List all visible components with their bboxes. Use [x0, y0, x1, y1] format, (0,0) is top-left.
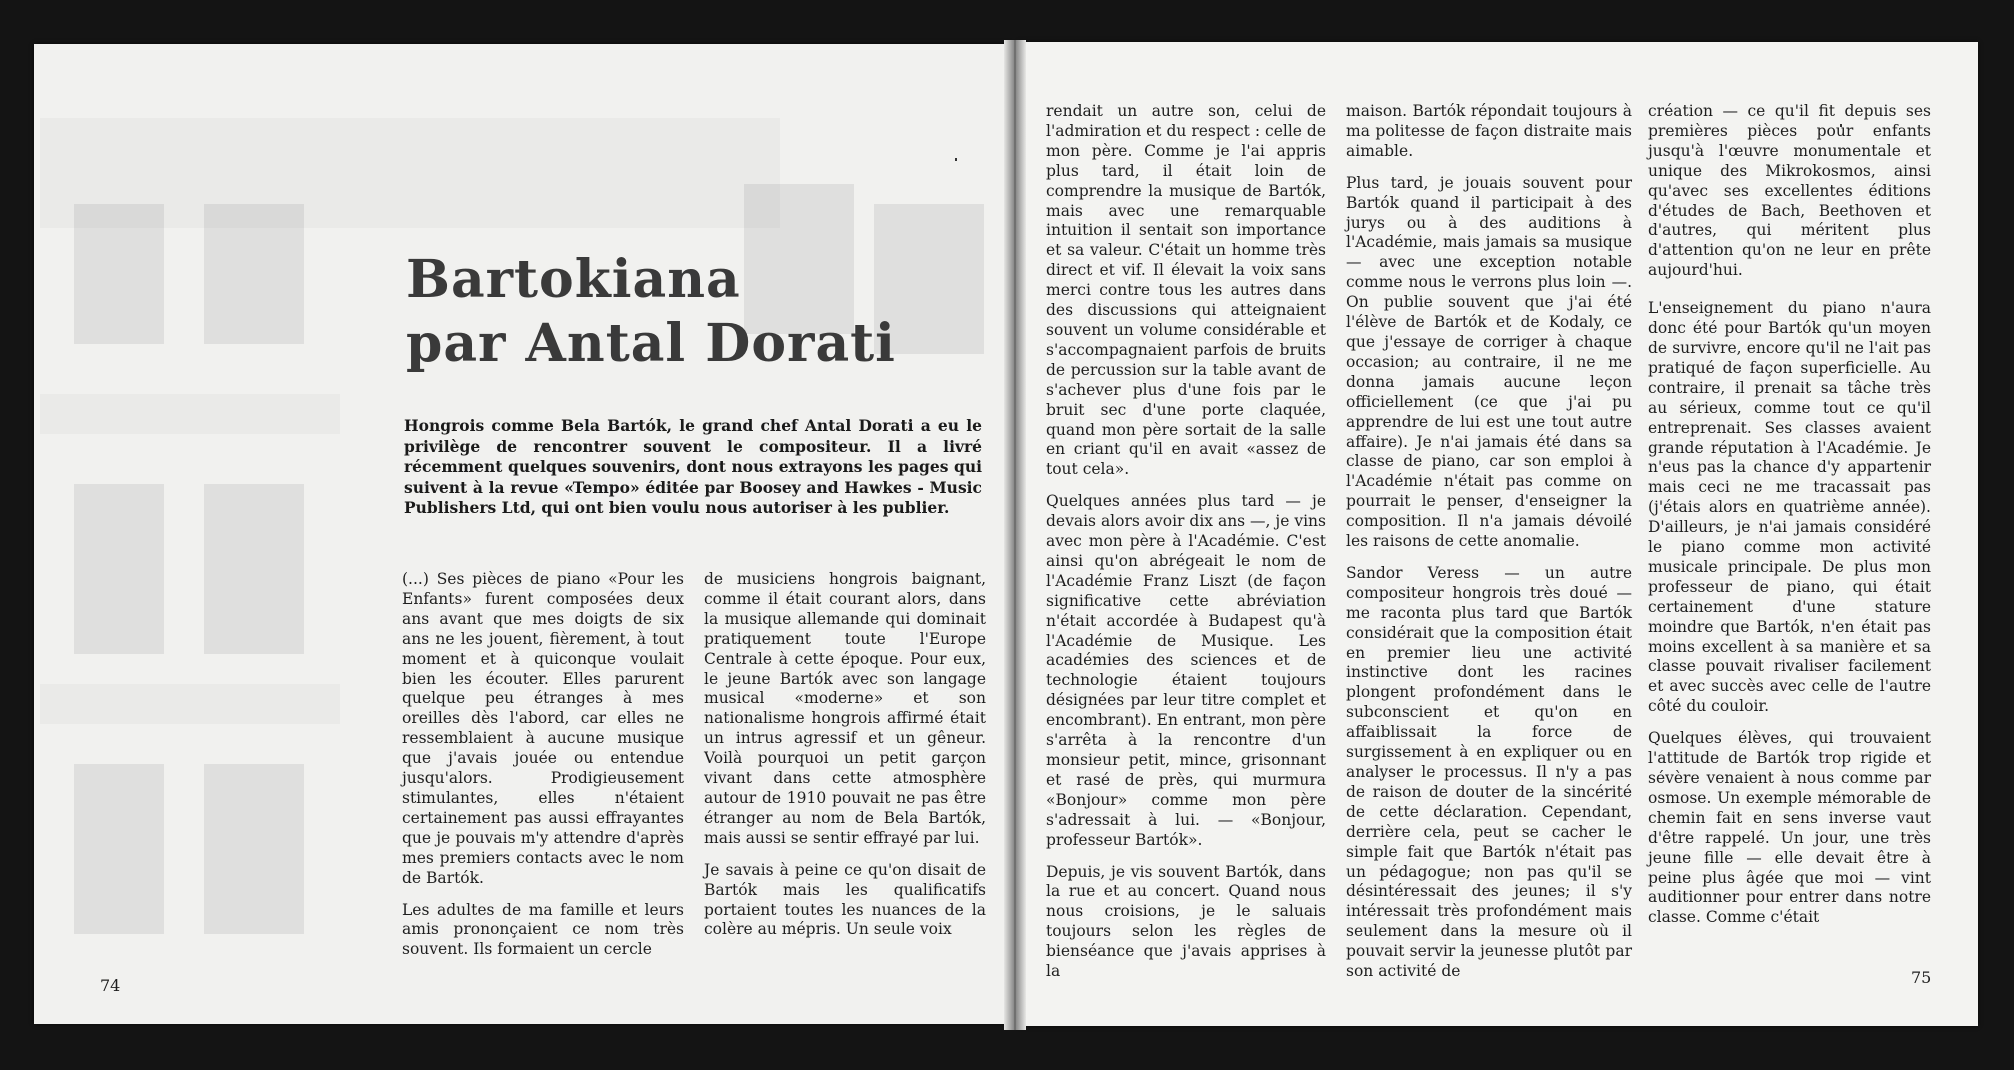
- paragraph: maison. Bartók répondait toujours à ma politesse de façon distraite mais aimable.: [1346, 102, 1632, 160]
- paragraph: création — ce qu'il fit depuis ses premières pièces pour enfants jusqu'à l'œuvre monumentale et unique des Mikrokosmos, ainsi qu'avec ses excellentes éditions d'études de Bach, Beethoven et d'autres, qui méritent plus d'attention qu'on ne leur en prête aujourd'hui.: [1648, 102, 1931, 280]
- paragraph: Quelques années plus tard — je devais alors avoir dix ans —, je vins avec mon père à l'Académie. C'est ainsi qu'on abrégeait le nom de l'Académie Franz Liszt (de façon significative cette abréviation n'était accordée à Budapest qu'à l'Académie de Musique. Les académies des sciences et de technologie étaient toujours désignées par leur titre complet et encombrant). En entrant, mon père s'arrêta à la rencontre d'un monsieur petit, mince, grisonnant et rasé de près, qui murmura «Bonjour» comme mon père s'adressait à lui. — «Bonjour, professeur Bartók».: [1046, 492, 1326, 849]
- page-number-left: 74: [100, 976, 121, 995]
- text-column-5: [1648, 102, 1931, 962]
- paragraph: Je savais à peine ce qu'on disait de Bartók mais les qualificatifs portaient toutes les nuances de la colère au mépris. Un seule voix: [704, 860, 986, 939]
- paragraph: de musiciens hongrois baignant, comme il était courant alors, dans la musique allemande qui dominait pratiquement toute l'Europe Centrale à cette époque. Pour eux, le jeune Bartók avec son langage musical «moderne» et son nationalisme hongrois affirmé était un intrus agressif et un gêneur. Voilà pourquoi un petit garçon vivant dans cette atmosphère autour de 1910 pouvait ne pas être étranger au nom de Bela Bartók, mais aussi se sentir effrayé par lui.: [704, 570, 986, 847]
- show-through-photo: [74, 484, 164, 654]
- article-intro: Hongrois comme Bela Bartók, le grand chef Antal Dorati a eu le privilège de rencontrer souvent le compositeur. Il a livré récemment quelques souvenirs, dont nous extrayons les pages qui suivent à la revue «Tempo» éditée par Boosey and Hawkes - Music Publishers Ltd, qui ont bien voulu nous autoriser à les publier.: [404, 416, 982, 517]
- show-through-band: [40, 684, 340, 724]
- show-through-band: [40, 394, 340, 434]
- book-gutter: [1004, 40, 1026, 1030]
- text-column-4: [1346, 102, 1632, 981]
- paragraph: Sandor Veress — un autre compositeur hongrois très doué — me raconta plus tard que Bartók considérait que la composition était en premier lieu une activité instinctive dont les racines plongent profondément dans le subconscient et qu'on en affaiblissait la force de surgissement à en expliquer ou en analyser le processus. Il n'y a pas de raison de douter de la sincérité de cette déclaration. Cependant, derrière cela, peut se cacher le simple fait que Bartók n'était pas un pédagogue; non pas qu'il se désintéressait des jeunes; il s'y intéressait très profondément mais seulement dans la mesure où il pouvait servir la jeunesse plutôt par son activité de: [1346, 563, 1632, 981]
- paragraph: Quelques élèves, qui trouvaient l'attitude de Bartók trop rigide et sévère venaient à nous comme par osmose. Un exemple mémorable de chemin fait en sens inverse vaut d'être rappelé. Un jour, une très jeune fille — elle devait être à peine plus âgée que moi — vint auditionner pour entrer dans notre classe. Comme c'était: [1648, 729, 1931, 927]
- print-mark: [955, 158, 957, 161]
- show-through-photo: [74, 764, 164, 934]
- paragraph: Les adultes de ma famille et leurs amis prononçaient ce nom très souvent. Ils formaient un cercle: [402, 900, 684, 959]
- paragraph: Depuis, je vis souvent Bartók, dans la rue et au concert. Quand nous nous croisions, je le saluais toujours selon les règles de bienséance que j'avais apprises à la: [1046, 862, 1326, 981]
- title-line-1: Bartokiana: [406, 249, 741, 310]
- show-through-photo: [204, 764, 304, 934]
- text-column-3: [1046, 102, 1326, 981]
- paragraph: (...) Ses pièces de piano «Pour les Enfants» furent composées deux ans avant que mes doigts de six ans ne les jouent, fièrement, à tout moment et à quiconque voulait bien les écouter. Elles parurent quelque peu étranges à mes oreilles dès l'abord, car elles ne ressemblaient à aucune musique que j'avais jouée ou entendue jusqu'alors. Prodigieusement stimulantes, elles n'étaient certainement pas aussi effrayantes que je pouvais m'y attendre d'après mes premiers contacts avec le nom de Bartók.: [402, 570, 684, 887]
- text-column-2: [704, 570, 986, 966]
- show-through-photo: [74, 204, 164, 344]
- page-number-right: 75: [1911, 968, 1932, 987]
- show-through-photo: [204, 484, 304, 654]
- paragraph: rendait un autre son, celui de l'admiration et du respect : celle de mon père. Comme je l'ai appris plus tard, il était loin de comprendre la musique de Bartók, mais avec une remarquable intuition il sentait son importance et sa valeur. C'était un homme très direct et vif. Il élevait la voix sans merci contre tous les autres dans des discussions qui atteignaient souvent un volume considérable et s'accompagnaient parfois de bruits de percussion sur la table avant de s'achever plus d'une fois par le bruit sec d'une porte claquée, quand mon père sortait de la salle en criant qu'il en avait «assez de tout cela».: [1046, 102, 1326, 479]
- title-line-2: par Antal Dorati: [406, 313, 896, 374]
- show-through-photo: [204, 204, 304, 344]
- article-title: [406, 248, 896, 376]
- text-column-1: [402, 570, 684, 966]
- paragraph: L'enseignement du piano n'aura donc été pour Bartók qu'un moyen de survivre, encore qu'il ne l'ait pas pratiqué de façon superficielle. Au contraire, il prenait sa tâche très au sérieux, comme tout ce qu'il entreprenait. Ses classes avaient grande réputation à l'Académie. Je n'eus pas la chance d'y appartenir mais ceci ne me tracassait pas (j'étais alors en quatrième année). D'ailleurs, je n'ai jamais considéré le piano comme mon activité musicale principale. De plus mon professeur de piano, qui était certainement d'une stature moindre que Bartók, n'en était pas moins excellent à sa manière et sa classe pouvait rivaliser facilement et avec succès avec celle de l'autre côté du couloir.: [1648, 299, 1931, 716]
- paragraph: Plus tard, je jouais souvent pour Bartók quand il participait à des jurys ou à des auditions à l'Académie, mais jamais sa musique — avec une exception notable comme nous le verrons plus loin —. On publie souvent que j'ai été l'élève de Bartók et de Kodaly, ce que j'essaye de corriger à chaque occasion; au contraire, il ne me donna jamais aucune leçon officiellement (ce que j'ai pu apprendre de lui est une tout autre affaire). Je n'ai jamais été dans sa classe de piano, car son emploi à l'Académie n'était pas comme on pourrait le penser, d'enseigner la composition. Il n'a jamais dévoilé les raisons de cette anomalie.: [1346, 173, 1632, 551]
